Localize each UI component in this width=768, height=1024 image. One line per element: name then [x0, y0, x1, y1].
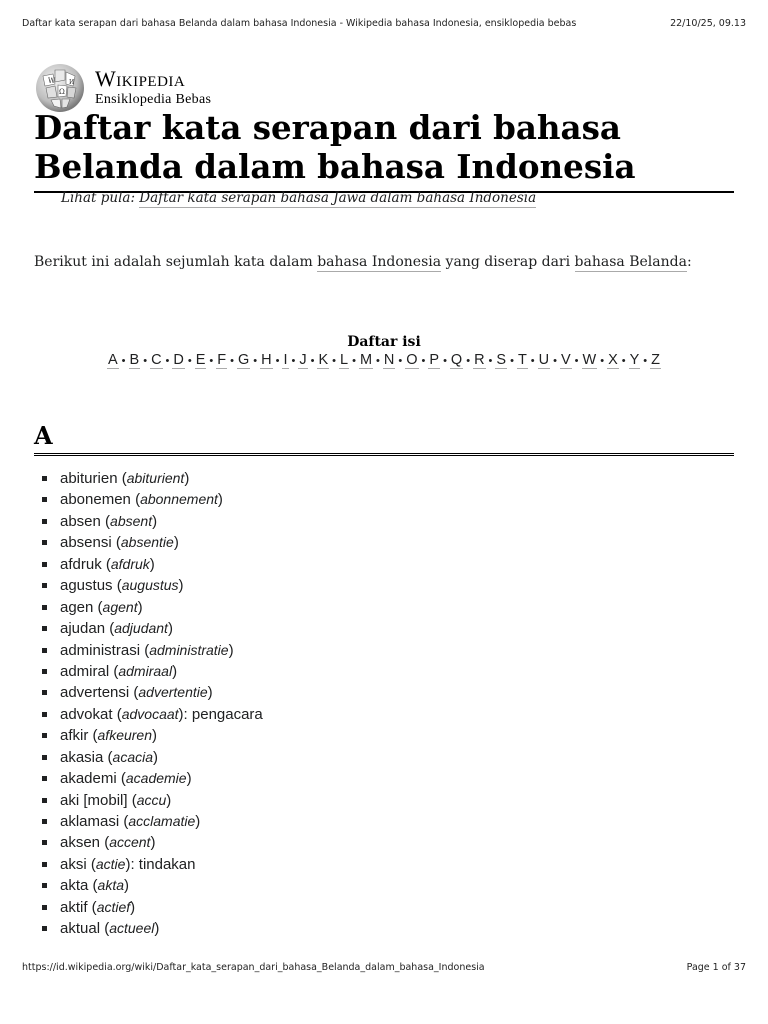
toc-separator: •	[443, 355, 447, 367]
entry-word: absen	[60, 512, 101, 530]
intro-text-3: :	[686, 254, 692, 270]
entry-origin: administratie	[149, 641, 229, 658]
bullet-icon	[42, 712, 47, 717]
entry-note: : pengacara	[183, 705, 263, 723]
bullet-icon	[42, 690, 47, 695]
entry-origin: acacia	[112, 748, 153, 765]
entry-origin: augustus	[121, 577, 179, 594]
entry-word: akademi	[60, 770, 117, 788]
toc-separator: •	[600, 355, 605, 367]
list-item: agustus (augustus)	[34, 575, 263, 596]
entry-word: aksi	[60, 855, 87, 873]
list-item: aki [mobil] (accu)	[34, 790, 263, 811]
toc-letter-t[interactable]: T	[517, 352, 527, 368]
toc-letter-d[interactable]: D	[173, 352, 184, 368]
bullet-icon	[42, 733, 47, 738]
print-footer-page: Page 1 of 37	[686, 962, 746, 973]
intro-link-bahasa-indonesia[interactable]: bahasa Indonesia	[317, 254, 442, 270]
bullet-icon	[42, 819, 47, 824]
hatnote-link[interactable]: Daftar kata serapan bahasa Jawa dalam bahasa Indonesia	[139, 190, 537, 206]
entry-word: administrasi	[60, 641, 141, 659]
toc-letter-list	[0, 352, 768, 368]
toc-letter-l[interactable]: L	[340, 352, 349, 368]
toc-title: Daftar isi	[347, 334, 421, 350]
toc-separator: •	[291, 355, 296, 367]
bullet-icon	[42, 605, 47, 610]
toc-letter-s[interactable]: S	[496, 352, 507, 368]
bullet-icon	[42, 862, 47, 867]
entry-word: advokat	[60, 705, 113, 723]
toc-letter-m[interactable]: M	[359, 352, 373, 368]
bullet-icon	[42, 905, 47, 910]
toc-letter-u[interactable]: U	[538, 352, 550, 368]
intro-text-1: Berikut ini adalah sejumlah kata dalam	[34, 254, 318, 270]
page-title: Daftar kata serapan dari bahasa Belanda dalam bahasa Indonesia	[34, 108, 734, 193]
section-heading	[34, 421, 734, 456]
entry-word: aki [mobil]	[60, 791, 128, 809]
toc-separator: •	[574, 355, 579, 367]
entry-word: aklamasi	[60, 813, 120, 830]
toc-separator: •	[376, 355, 380, 367]
entry-origin: actie	[95, 855, 126, 872]
toc-letter-v[interactable]: V	[561, 352, 571, 368]
toc-separator: •	[643, 355, 648, 367]
entry-origin: actief	[96, 898, 131, 915]
entry-origin: admiraal	[118, 662, 173, 679]
toc-letter-p[interactable]: P	[429, 352, 440, 368]
list-item: absensi (absentie)	[34, 532, 263, 553]
entry-origin: advertentie	[138, 684, 208, 701]
entry-origin: advocaat	[121, 705, 179, 722]
toc-separator: •	[621, 355, 626, 367]
list-item: admiral (admiraal)	[34, 661, 263, 682]
bullet-icon	[42, 669, 47, 674]
entry-word: akasia	[60, 748, 104, 766]
toc-letter-i[interactable]: I	[283, 352, 288, 368]
entry-word: abiturien	[60, 470, 118, 487]
print-header-datetime: 22/10/25, 09.13	[670, 18, 746, 29]
list-item: aktual (actueel)	[34, 918, 263, 939]
entry-word: akta	[60, 877, 89, 895]
toc-letter-q[interactable]: Q	[450, 352, 463, 368]
toc-separator: •	[488, 355, 493, 367]
toc-letter-h[interactable]: H	[261, 352, 272, 368]
print-footer-url: https://id.wikipedia.org/wiki/Daftar_kata_serapan_dari_bahasa_Belanda_dalam_bahasa_Indonesia	[22, 962, 485, 973]
entry-origin: absent	[110, 512, 153, 529]
list-item: administrasi (administratie)	[34, 640, 263, 661]
toc-separator: •	[275, 355, 280, 367]
svg-text:И: И	[69, 79, 75, 86]
toc-separator: •	[553, 355, 557, 367]
toc-separator: •	[165, 355, 170, 367]
entry-word: admiral	[60, 662, 110, 680]
entry-note: : tindakan	[130, 855, 196, 873]
list-item: aksi (actie): tindakan	[34, 854, 263, 875]
toc-separator: •	[209, 355, 214, 367]
toc-letter-w[interactable]: W	[582, 352, 597, 368]
toc-letter-b[interactable]: B	[129, 352, 140, 368]
toc-separator: •	[310, 355, 315, 367]
bullet-icon	[42, 497, 47, 502]
list-item: aklamasi (acclamatie)	[34, 811, 263, 832]
list-item: advertensi (advertentie)	[34, 682, 263, 703]
toc-separator: •	[398, 355, 403, 367]
entry-word: afdruk	[60, 555, 102, 573]
entry-origin: absentie	[120, 534, 174, 551]
bullet-icon	[42, 562, 47, 567]
list-item: abonemen (abonnement)	[34, 489, 263, 510]
list-item: abiturien (abiturient)	[34, 468, 263, 489]
toc-separator: •	[530, 355, 535, 367]
bullet-icon	[42, 883, 47, 888]
toc-letter-z[interactable]: Z	[651, 352, 660, 368]
intro-text-2: yang diserap dari	[441, 254, 575, 270]
toc-separator: •	[121, 355, 126, 367]
hatnote	[61, 190, 536, 206]
toc-letter-f[interactable]: F	[217, 352, 227, 368]
list-item: akta (akta)	[34, 875, 263, 896]
list-item: aktif (actief)	[34, 897, 263, 918]
entry-word: aksen	[60, 834, 101, 852]
print-footer	[22, 962, 746, 973]
toc-separator: •	[230, 355, 234, 367]
toc-separator: •	[510, 355, 514, 367]
toc-letter-o[interactable]: O	[406, 352, 418, 368]
section-heading-text: A	[34, 421, 53, 450]
entry-word: agen	[60, 598, 94, 616]
bullet-icon	[42, 798, 47, 803]
bullet-icon	[42, 476, 47, 481]
list-item: advokat (advocaat): pengacara	[34, 704, 263, 725]
list-item: absen (absent)	[34, 511, 263, 532]
toc-separator: •	[143, 355, 148, 367]
entry-origin: afkeuren	[97, 727, 152, 744]
entry-origin: afdruk	[110, 555, 150, 572]
entry-origin: acclamatie	[128, 813, 196, 829]
list-item: akademi (academie)	[34, 768, 263, 789]
bullet-icon	[42, 755, 47, 760]
toc-letter-y[interactable]: Y	[629, 352, 640, 368]
toc-separator: •	[466, 355, 471, 367]
print-header	[22, 18, 746, 29]
list-item: afdruk (afdruk)	[34, 554, 263, 575]
toc-letter-x[interactable]: X	[608, 352, 618, 368]
bullet-icon	[42, 519, 47, 524]
list-item: akasia (acacia)	[34, 747, 263, 768]
entry-word: aktif	[60, 898, 88, 916]
svg-text:W: W	[48, 77, 56, 85]
wikipedia-logo[interactable]	[33, 60, 211, 114]
bullet-icon	[42, 626, 47, 631]
toc-letter-r[interactable]: R	[474, 352, 485, 368]
entry-origin: abiturient	[126, 470, 185, 486]
hatnote-prefix: Lihat pula:	[61, 190, 135, 206]
entry-origin: accent	[109, 834, 151, 851]
entry-word: aktual	[60, 920, 101, 938]
bullet-icon	[42, 926, 47, 931]
list-item: agen (agent)	[34, 597, 263, 618]
toc-letter-j[interactable]: J	[299, 352, 307, 368]
wikipedia-tagline: Ensiklopedia Bebas	[95, 91, 212, 107]
toc-separator: •	[332, 355, 337, 367]
list-item: aksen (accent)	[34, 832, 263, 853]
toc-letter-n[interactable]: N	[383, 352, 395, 368]
entry-word: absensi	[60, 534, 112, 552]
entry-word: abonemen	[60, 491, 131, 509]
entry-word: agustus	[60, 577, 113, 595]
intro-paragraph	[34, 254, 692, 270]
entry-word: afkir	[60, 727, 89, 745]
bullet-icon	[42, 583, 47, 588]
print-header-title: Daftar kata serapan dari bahasa Belanda dalam bahasa Indonesia - Wikipedia bahasa Indonesia, ensiklopedia bebas	[22, 18, 577, 29]
toc-separator: •	[253, 355, 258, 367]
wikipedia-globe-icon	[33, 60, 87, 114]
toc-letter-g[interactable]: G	[238, 352, 250, 368]
bullet-icon	[42, 648, 47, 653]
entry-word: advertensi	[60, 684, 130, 702]
entry-word: ajudan	[60, 620, 106, 638]
word-list	[34, 468, 263, 940]
svg-text:Ω: Ω	[59, 88, 65, 96]
bullet-icon	[42, 776, 47, 781]
toc-separator: •	[352, 355, 356, 367]
entry-origin: actueel	[109, 920, 155, 937]
toc-separator: •	[187, 355, 192, 367]
entry-origin: accu	[136, 791, 167, 808]
entry-origin: adjudant	[114, 620, 168, 637]
toc-letter-c[interactable]: C	[151, 352, 162, 368]
toc-letter-e[interactable]: E	[195, 352, 206, 368]
bullet-icon	[42, 540, 47, 545]
bullet-icon	[42, 840, 47, 845]
intro-link-bahasa-belanda[interactable]: bahasa Belanda	[574, 254, 687, 270]
entry-origin: agent	[102, 598, 138, 615]
entry-origin: academie	[125, 770, 187, 787]
list-item: afkir (afkeuren)	[34, 725, 263, 746]
wikipedia-wordmark: Wikipedia	[95, 65, 186, 91]
toc-letter-k[interactable]: K	[318, 352, 329, 368]
entry-origin: akta	[97, 877, 124, 894]
list-item: ajudan (adjudant)	[34, 618, 263, 639]
table-of-contents	[0, 334, 768, 368]
toc-separator: •	[421, 355, 426, 367]
toc-letter-a[interactable]: A	[108, 352, 118, 368]
entry-origin: abonnement	[140, 491, 218, 508]
